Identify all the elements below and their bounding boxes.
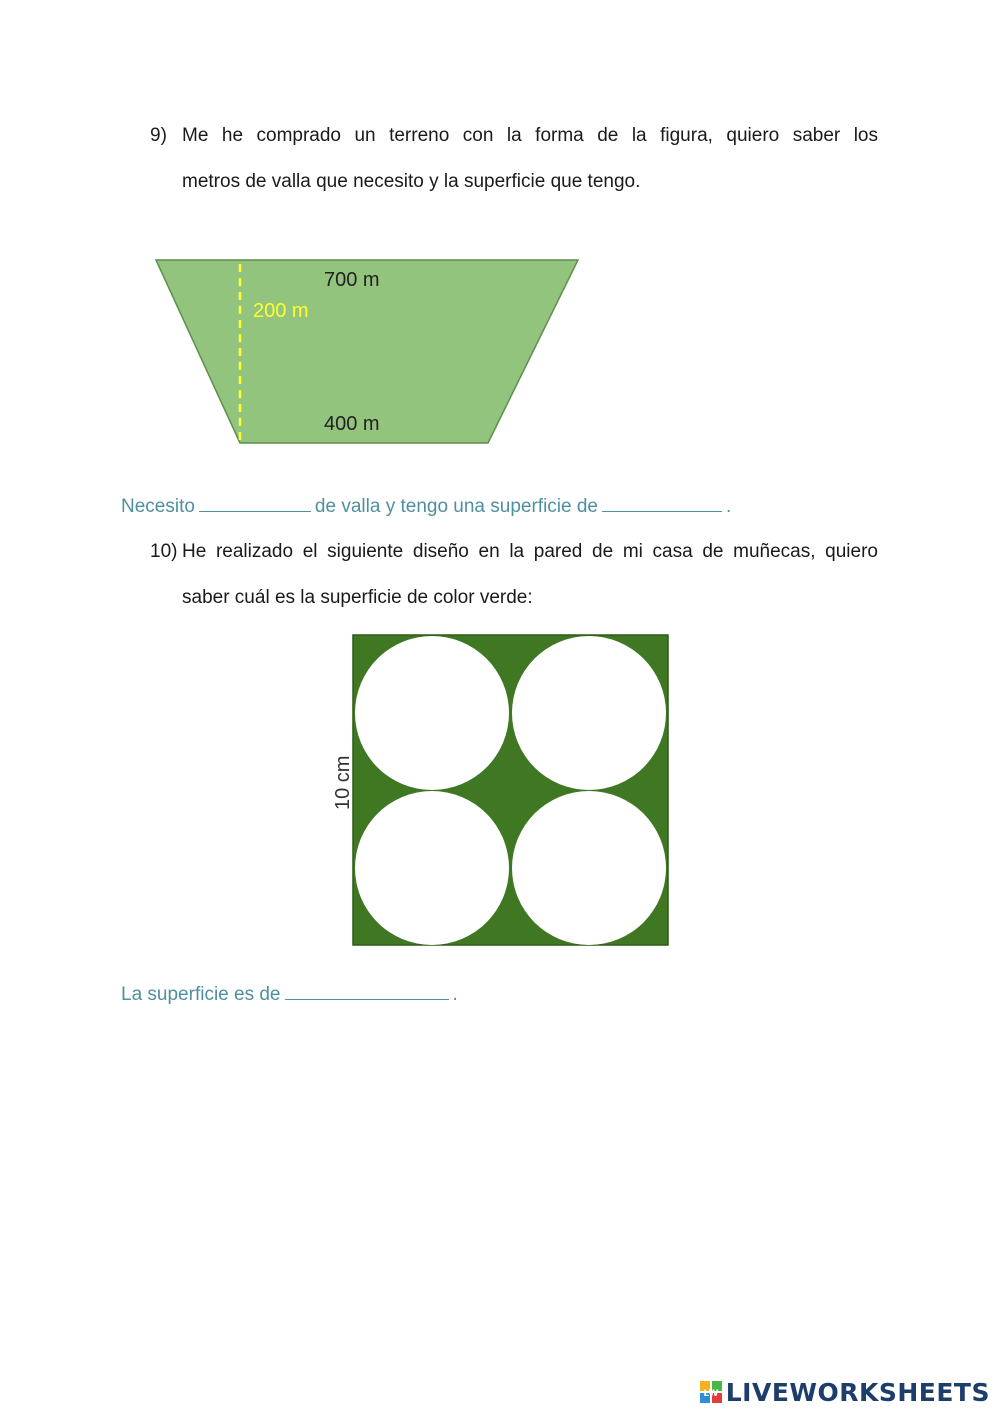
logo-letters: LW (703, 1389, 719, 1399)
question-9 (150, 113, 880, 205)
height-label: 200 m (253, 300, 309, 322)
question-text-line-2: saber cuál es la superficie de color verde: (182, 587, 533, 608)
question-text-line-1: He realizado el siguiente diseño en la pared de mi casa de muñecas, quiero (182, 541, 878, 562)
question-10 (150, 529, 880, 621)
answer-9-prefix: Necesito (121, 496, 195, 517)
answer-9-middle: de valla y tengo una superficie de (314, 496, 599, 517)
question-number: 9) (150, 125, 167, 146)
answer-9-suffix: . (726, 496, 732, 517)
side-label: 10 cm (332, 755, 354, 810)
bottom-base-label: 400 m (324, 413, 380, 435)
brand-name: LIVEWORKSHEETS (725, 1377, 990, 1407)
answer-10-prefix: La superficie es de (121, 984, 281, 1005)
trapezoid-figure (150, 250, 590, 450)
fence-length-blank[interactable] (199, 494, 311, 512)
liveworksheets-footer (700, 1376, 990, 1408)
question-text-line-1: Me he comprado un terreno con la forma de la figura, quiero saber los (182, 125, 878, 146)
circle-top-right (512, 636, 666, 790)
answer-10-suffix: . (452, 984, 458, 1005)
liveworksheets-logo-icon (700, 1381, 722, 1403)
circle-top-left (355, 636, 509, 790)
answer-10 (121, 982, 458, 1006)
circle-bottom-left (355, 791, 509, 945)
question-number: 10) (150, 541, 178, 562)
circles-square-figure (325, 630, 675, 950)
surface-blank[interactable] (602, 494, 722, 512)
question-text-line-2: metros de valla que necesito y la superficie que tengo. (182, 171, 641, 192)
top-base-label: 700 m (324, 269, 380, 291)
circle-bottom-right (512, 791, 666, 945)
green-surface-blank[interactable] (285, 982, 449, 1000)
answer-9 (121, 494, 731, 518)
